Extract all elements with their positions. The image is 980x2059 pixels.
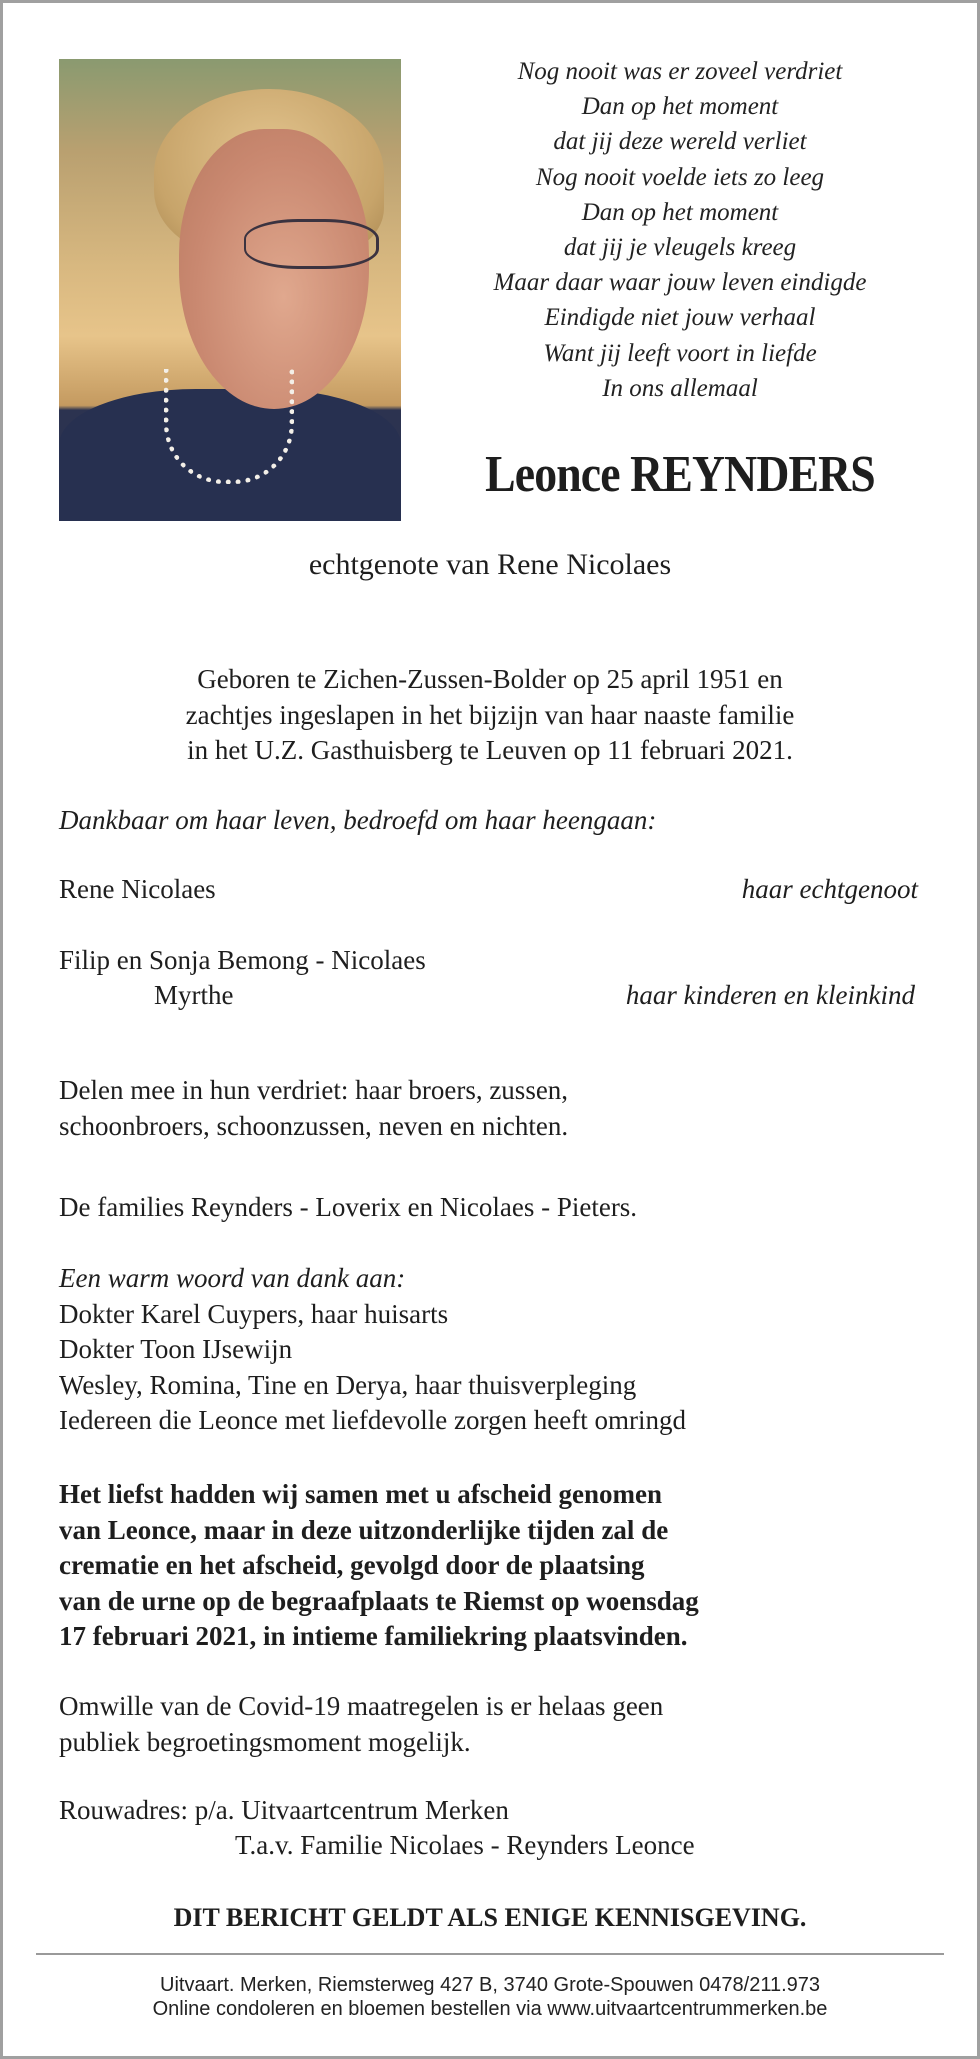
- deceased-name: Leonce REYNDERS: [485, 446, 875, 503]
- birth-line: Geboren te Zichen-Zussen-Bolder op 25 april 1951 en: [197, 664, 783, 694]
- divider: [36, 1953, 944, 1955]
- share-line: schoonbroers, schoonzussen, neven en nichten.: [59, 1111, 569, 1141]
- farewell-line: Het liefst hadden wij samen met u afscheid genomen: [59, 1479, 662, 1509]
- covid-line: publiek begroetingsmoment mogelijk.: [59, 1727, 471, 1757]
- portrait-photo: [59, 59, 401, 521]
- photo-necklace: [164, 369, 294, 484]
- address-line-1: Rouwadres: p/a. Uitvaartcentrum Merken: [59, 1795, 509, 1825]
- poem-line: dat jij je vleugels kreeg: [563, 234, 797, 262]
- poem-line: Maar daar waar jouw leven eindigde: [493, 269, 867, 297]
- footer-address: Uitvaart. Merken, Riemsterweg 427 B, 3740 Grote-Spouwen 0478/211.973: [160, 1974, 820, 1996]
- footer-website: Online condoleren en bloemen bestellen via www.uitvaartcentrummerken.be: [152, 1998, 828, 2020]
- thanks-line: Wesley, Romina, Tine en Derya, haar thuisverpleging: [59, 1369, 637, 1400]
- poem-line: dat jij deze wereld verliet: [553, 128, 807, 156]
- farewell-line: van Leonce, maar in deze uitzonderlijke tijden zal de: [59, 1514, 669, 1545]
- birth-line: zachtjes ingeslapen in het bijzijn van haar naaste familie: [185, 699, 795, 730]
- poem-line: Dan op het moment: [581, 198, 779, 226]
- thanks-line: Iedereen die Leonce met liefdevolle zorgen heeft omringd: [59, 1405, 686, 1435]
- photo-glasses: [244, 219, 379, 269]
- families-line: De families Reynders - Loverix en Nicolaes - Pieters.: [59, 1192, 638, 1222]
- covid-line: Omwille van de Covid-19 maatregelen is er helaas geen: [59, 1691, 664, 1721]
- children-names: Filip en Sonja Bemong - Nicolaes: [59, 945, 426, 975]
- grateful-line: Dankbaar om haar leven, bedroefd om haar heengaan:: [59, 805, 657, 835]
- thanks-line: Dokter Toon IJsewijn: [59, 1334, 293, 1364]
- farewell-line: 17 februari 2021, in intieme familiekring plaatsvinden.: [59, 1621, 688, 1651]
- covid-paragraph: [59, 1688, 663, 1760]
- notice: DIT BERICHT GELDT ALS ENIGE KENNISGEVING.: [173, 1903, 807, 1932]
- farewell-line: crematie en het afscheid, gevolgd door de plaatsing: [59, 1550, 645, 1580]
- poem-line: Eindigde niet jouw verhaal: [544, 304, 816, 332]
- thanks-title: Een warm woord van dank aan:: [59, 1263, 406, 1293]
- poem-line: Want jij leeft voort in liefde: [543, 339, 817, 367]
- poem-line: Nog nooit voelde iets zo leeg: [535, 163, 825, 191]
- subtitle: echtgenote van Rene Nicolaes: [308, 548, 672, 581]
- share-line: Delen mee in hun verdriet: haar broers, zussen,: [59, 1075, 569, 1105]
- address-line-2: T.a.v. Familie Nicolaes - Reynders Leonce: [235, 1830, 695, 1860]
- poem: [420, 54, 940, 406]
- grandchild-name: Myrthe: [154, 980, 234, 1010]
- poem-line: Dan op het moment: [581, 93, 779, 121]
- farewell-paragraph: [59, 1477, 699, 1655]
- birth-paragraph: [0, 662, 980, 769]
- thanks-line: Dokter Karel Cuypers, haar huisarts: [59, 1298, 449, 1329]
- share-paragraph: [59, 1072, 568, 1144]
- thanks-section: [59, 1261, 686, 1439]
- photo-face: [179, 129, 369, 409]
- birth-line: in het U.Z. Gasthuisberg te Leuven op 11 februari 2021.: [187, 735, 793, 765]
- children-role: haar kinderen en kleinkind: [625, 980, 915, 1010]
- spouse-name: Rene Nicolaes: [59, 874, 216, 904]
- spouse-role: haar echtgenoot: [741, 874, 918, 904]
- footer: [0, 1973, 980, 2021]
- farewell-line: van de urne op de begraafplaats te Riemst op woensdag: [59, 1585, 699, 1616]
- poem-line: In ons allemaal: [602, 374, 758, 402]
- poem-line: Nog nooit was er zoveel verdriet: [517, 58, 843, 85]
